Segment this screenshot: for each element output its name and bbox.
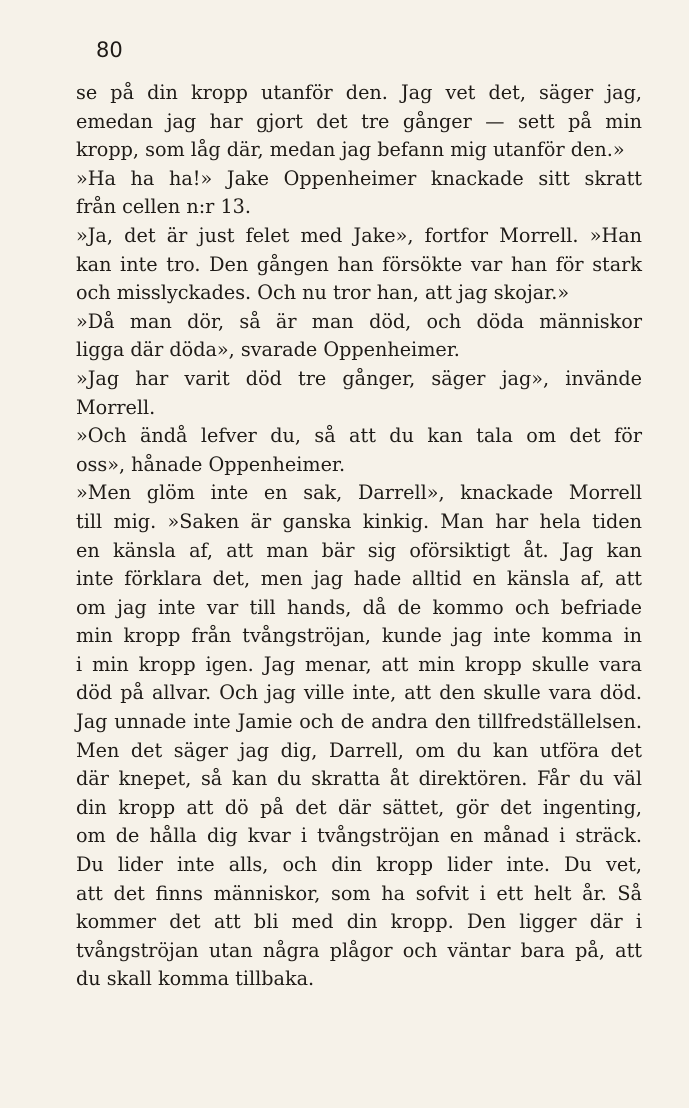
text-line: Morrell. xyxy=(76,395,156,419)
text-line: kommer det att bli med din kropp. Den ligger där i xyxy=(76,910,642,934)
text-line: i min kropp igen. Jag menar, att min kropp skulle vara xyxy=(76,652,642,676)
text-line: Jag unnade inte Jamie och de andra den tillfredställelsen. xyxy=(76,710,642,734)
body-text xyxy=(76,79,642,994)
text-line: till mig. »Saken är ganska kinkig. Man har hela tiden xyxy=(76,509,642,533)
text-line: Du lider inte alls, och din kropp lider inte. Du vet, xyxy=(76,853,642,877)
page-number: 80 xyxy=(96,38,123,62)
text-line: Men det säger jag dig, Darrell, om du kan utföra det xyxy=(76,738,642,762)
text-line: oss», hånade Oppenheimer. xyxy=(76,452,346,476)
text-line: min kropp från tvångströjan, kunde jag inte komma in xyxy=(76,624,642,648)
text-line: om jag inte var till hands, då de kommo och befriade xyxy=(76,595,642,619)
text-line: ligga där döda», svarade Oppenheimer. xyxy=(76,338,460,362)
text-line: »Men glöm inte en sak, Darrell», knackade Morrell xyxy=(76,481,642,505)
text-line: där knepet, så kan du skratta åt direktören. Får du väl xyxy=(76,767,642,791)
text-line: död på allvar. Och jag ville inte, att den skulle vara död. xyxy=(76,681,642,705)
text-line: din kropp att dö på det där sättet, gör det ingenting, xyxy=(76,795,642,819)
text-line: »Och ändå lefver du, så att du kan tala om det för xyxy=(76,424,642,448)
text-line: kan inte tro. Den gången han försökte var han för stark xyxy=(76,252,642,276)
text-line: se på din kropp utanför den. Jag vet det, säger jag, xyxy=(76,81,642,104)
text-line: om de hålla dig kvar i tvångströjan en månad i sträck. xyxy=(76,824,642,848)
text-line: tvångströjan utan några plågor och väntar bara på, att xyxy=(76,938,642,962)
text-line: »Jag har varit död tre gånger, säger jag», invände xyxy=(76,366,642,390)
text-line: »Ha ha ha!» Jake Oppenheimer knackade sitt skratt xyxy=(76,166,642,190)
text-line: emedan jag har gjort det tre gånger — sett på min xyxy=(76,109,642,133)
text-line: en känsla af, att man bär sig oförsiktigt åt. Jag kan xyxy=(76,538,642,562)
text-line: du skall komma tillbaka. xyxy=(76,967,315,991)
text-line: »Då man dör, så är man död, och döda människor xyxy=(76,309,642,333)
text-line: och misslyckades. Och nu tror han, att jag skojar.» xyxy=(76,281,570,305)
text-line: från cellen n:r 13. xyxy=(76,195,251,219)
text-line: »Ja, det är just felet med Jake», fortfor Morrell. »Han xyxy=(76,223,642,247)
text-line: kropp, som låg där, medan jag befann mig utanför den.» xyxy=(76,138,625,162)
text-line: inte förklara det, men jag hade alltid en känsla af, att xyxy=(76,567,642,591)
text-line: att det finns människor, som ha sofvit i ett helt år. Så xyxy=(76,881,642,905)
